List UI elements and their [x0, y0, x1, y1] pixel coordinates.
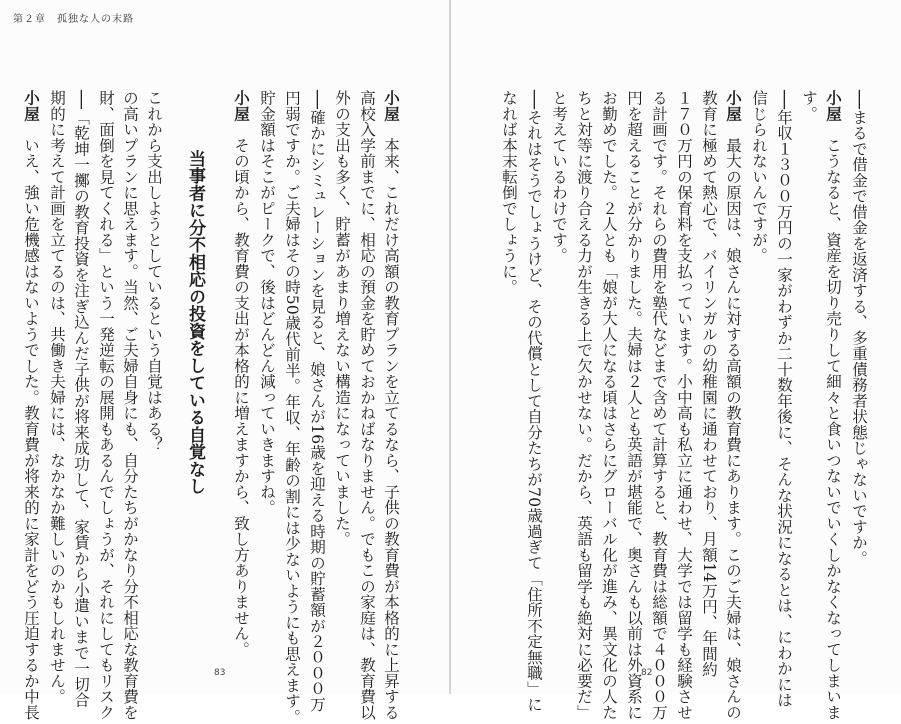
text-column: 小屋 いえ、強い危機感はないようでした。教育費が将来的に家計をどう圧迫するか中長 — [22, 90, 41, 720]
text-column: 外の支出も多く、貯蓄があまり増えない構造になっていました。 — [333, 90, 351, 547]
speaker-label: 小屋 — [22, 90, 41, 122]
left-page — [0, 0, 450, 724]
text-column: 小屋 本来、これだけ高額の教育プランを立てるなら、子供の教育費が本格的に上昇する — [382, 90, 401, 720]
text-column: なれば本末転倒でしょうに。 — [500, 90, 518, 295]
speaker-label: 小屋 — [724, 90, 743, 122]
text-column: 小屋 その頃から、教育費の支出が本格的に増えますから、致し方ありません。 — [232, 90, 251, 657]
text-column: ──それはそうでしょうけど、その代償として自分たちが70歳過ぎて「住所不定無職」に — [525, 90, 543, 713]
text-column: る計画です。それらの費用を塾代などまで含めて計算すると、教育費は総額で４０００万 — [650, 90, 668, 720]
text-column: の高いプランに思えます。当然、ご夫婦自身にも、自分たちがかなり分不相応な教育費を — [121, 90, 139, 720]
text-column: 高校入学前までに、相応の預金を貯めておかねばなりません。でもこの家庭は、教育費以 — [358, 90, 376, 720]
text-column: ──年収１３００万円の一家がわずか二十数年後に、そんな状況になるとは、にわかには — [775, 90, 793, 708]
speaker-label: 小屋 — [824, 90, 843, 122]
text-column: 小屋 最大の原因は、娘さんに対する高額の教育費にあります。このご夫婦は、娘さんの — [724, 90, 743, 720]
speaker-label: 小屋 — [232, 90, 251, 122]
text-column: 教育に極めて熱心で、バイリンガルの幼稚園に通わせており、月額14万円、年間約 — [700, 90, 718, 678]
page-number-right: 82 — [641, 668, 653, 678]
text-column: １７０万円の保育料を支払っています。小中高も私立に通わせ、大学では留学も経験させ — [675, 90, 693, 720]
text-column: 貯金額はそこがピークで、後はどんどん減っていきますね。 — [258, 90, 276, 516]
text-column: す。 — [800, 90, 818, 122]
text-column: ──まるで借金で借金を返済する、多重債務者状態じゃないですか。 — [850, 90, 868, 566]
text-column: 信じられないんですが。 — [750, 90, 768, 264]
text-column: ちと対等に渡り合える力が生きる上で欠かせない。だから、英語も留学も絶対に必要だ」 — [575, 90, 593, 720]
text-column: 円弱ですか。ご夫婦はその時50歳代前半。年収、年齢の割には少ないようにも思えます。 — [283, 90, 301, 724]
text-column: 期的に考えて計画を立てるのは、共働き夫婦には、なかなか難しいのかもしれません。 — [48, 90, 66, 705]
running-header: 第２章 孤独な人の末路 — [13, 14, 134, 25]
text-column: 小屋 こうなると、資産を切り売りして細々と食いつないでいくしかなくなってしまいま — [824, 90, 843, 720]
right-page — [451, 0, 901, 720]
text-column: ──「乾坤一擲の教育投資を注ぎ込んだ子供が将来成功して、家賃から小遣いまで一切合 — [72, 90, 90, 708]
text-column: これから支出しようとしているという自覚はある？ — [145, 90, 163, 453]
text-column: お勤めでした。２人とも「娘が大人になる頃はさらにグローバル化が進み、異文化の人た — [600, 90, 618, 720]
text-column: 財、面倒を見てくれる」という一発逆転の展開もあるんでしょうが、それにしてもリスク — [97, 90, 115, 720]
text-column: と考えているわけです。 — [550, 90, 568, 264]
text-column: 円を超えることが分かりました。夫婦は２人とも英語が堪能で、奥さんも以前は外資系に — [625, 90, 643, 720]
text-column: ──確かにシミュレーションを見ると、娘さんが16歳を迎える時期の貯蓄額が２０００万 — [308, 90, 326, 713]
page-number-left: 83 — [214, 668, 226, 678]
speaker-label: 小屋 — [382, 90, 401, 122]
section-heading: 当事者に分不相応の投資をしている自覚なし — [185, 150, 205, 495]
